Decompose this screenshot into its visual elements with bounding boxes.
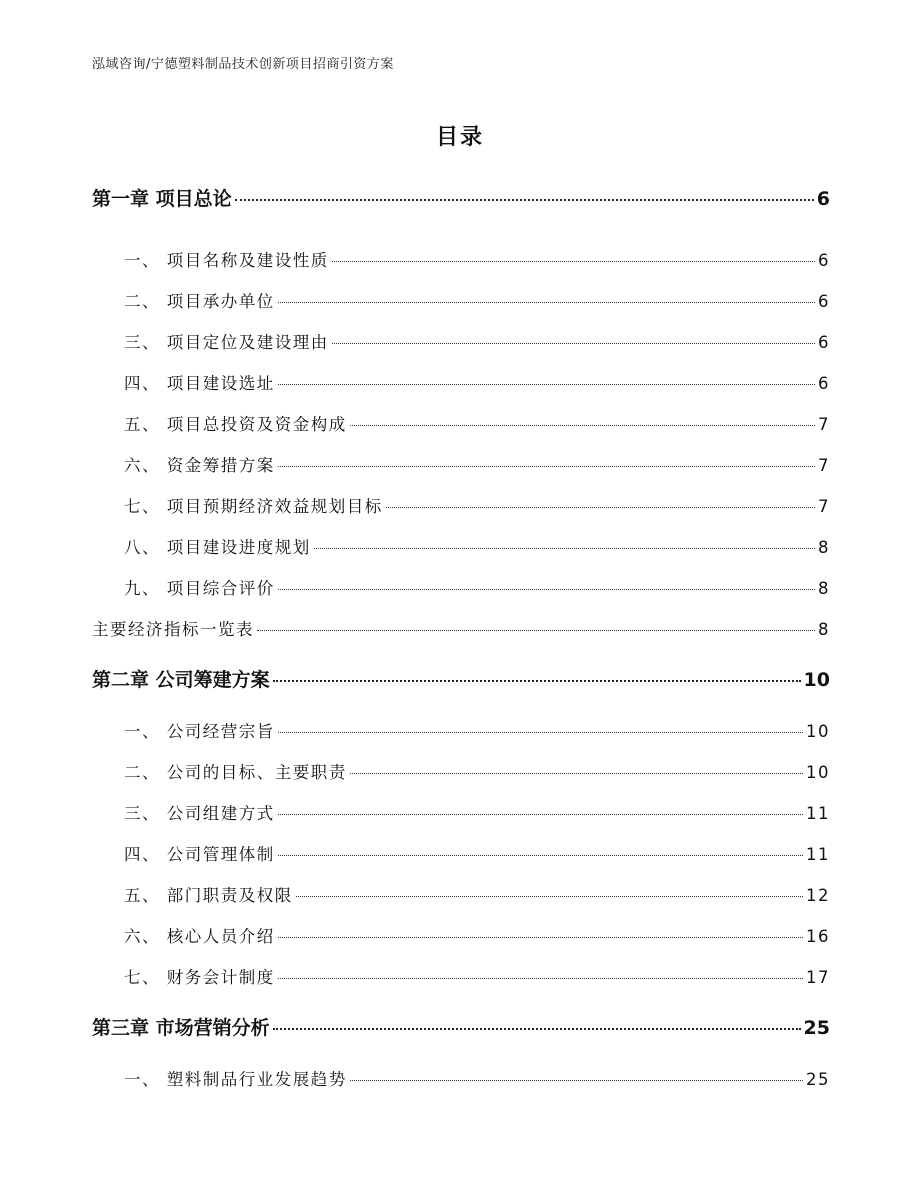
dot-leader	[278, 384, 815, 385]
toc-entry-page: 10	[806, 763, 830, 782]
dot-leader	[273, 1028, 801, 1030]
toc-chapter-entry[interactable]	[92, 1013, 830, 1039]
dot-leader	[386, 507, 815, 508]
toc-entry-label: 九、 项目综合评价	[124, 579, 275, 598]
dot-leader	[296, 896, 803, 897]
toc-section-entry[interactable]	[92, 718, 830, 740]
toc-entry-page: 7	[818, 456, 830, 475]
toc-entry-label: 二、 项目承办单位	[124, 292, 275, 311]
dot-leader	[332, 261, 815, 262]
dot-leader	[278, 466, 815, 467]
toc-entry-label: 四、 项目建设选址	[124, 374, 275, 393]
toc-entry-label: 三、 公司组建方式	[124, 804, 275, 823]
dot-leader	[350, 425, 815, 426]
toc-entry-label: 主要经济指标一览表	[92, 620, 254, 639]
toc-entry-label: 第一章 项目总论	[92, 188, 232, 210]
toc-entry-page: 10	[806, 722, 830, 741]
toc-entry-page: 6	[818, 292, 830, 311]
toc-entry-page: 25	[803, 1017, 830, 1039]
toc-section-entry[interactable]	[92, 616, 830, 638]
toc-entry-label: 一、 公司经营宗旨	[124, 722, 275, 741]
toc-entry-page: 8	[818, 538, 830, 557]
dot-leader	[273, 680, 801, 682]
toc-entry-page: 6	[816, 188, 830, 210]
toc-entry-page: 10	[803, 669, 830, 691]
toc-entry-label: 七、 财务会计制度	[124, 968, 275, 987]
toc-section-entry[interactable]	[92, 493, 830, 515]
dot-leader	[314, 548, 815, 549]
toc-entry-page: 8	[818, 579, 830, 598]
toc-entry-page: 17	[806, 968, 830, 987]
dot-leader	[278, 732, 803, 733]
toc-section-entry[interactable]	[92, 247, 830, 269]
toc-entry-label: 一、 项目名称及建设性质	[124, 251, 329, 270]
toc-entry-label: 一、 塑料制品行业发展趋势	[124, 1070, 347, 1089]
toc-section-entry[interactable]	[92, 1066, 830, 1088]
toc-entry-page: 6	[818, 374, 830, 393]
toc-section-entry[interactable]	[92, 575, 830, 597]
dot-leader	[278, 302, 815, 303]
toc-entry-label: 七、 项目预期经济效益规划目标	[124, 497, 383, 516]
toc-entry-page: 16	[806, 927, 830, 946]
toc-entry-label: 第二章 公司筹建方案	[92, 669, 270, 691]
dot-leader	[278, 589, 815, 590]
toc-section-entry[interactable]	[92, 800, 830, 822]
toc-entry-label: 四、 公司管理体制	[124, 845, 275, 864]
dot-leader	[350, 1080, 803, 1081]
dot-leader	[278, 978, 803, 979]
toc-entry-page: 6	[818, 251, 830, 270]
toc-entry-label: 三、 项目定位及建设理由	[124, 333, 329, 352]
toc-section-entry[interactable]	[92, 329, 830, 351]
page-title: 目录	[435, 125, 484, 150]
toc-entry-label: 六、 资金筹措方案	[124, 456, 275, 475]
toc-entry-label: 五、 部门职责及权限	[124, 886, 293, 905]
dot-leader	[235, 199, 814, 201]
toc-chapter-entry[interactable]	[92, 665, 830, 691]
toc-section-entry[interactable]	[92, 964, 830, 986]
toc-entry-page: 8	[818, 620, 830, 639]
toc-section-entry[interactable]	[92, 288, 830, 310]
toc-section-entry[interactable]	[92, 759, 830, 781]
toc-section-entry[interactable]	[92, 370, 830, 392]
dot-leader	[278, 937, 803, 938]
toc-entry-page: 11	[806, 845, 830, 864]
dot-leader	[350, 773, 803, 774]
toc-entry-label: 二、 公司的目标、主要职责	[124, 763, 347, 782]
toc-entry-label: 八、 项目建设进度规划	[124, 538, 311, 557]
toc-section-entry[interactable]	[92, 452, 830, 474]
toc-entry-label: 五、 项目总投资及资金构成	[124, 415, 347, 434]
toc-entry-page: 6	[818, 333, 830, 352]
toc-entry-page: 11	[806, 804, 830, 823]
toc-entry-page: 12	[806, 886, 830, 905]
toc-section-entry[interactable]	[92, 923, 830, 945]
toc-chapter-entry[interactable]	[92, 184, 830, 210]
toc-entry-label: 六、 核心人员介绍	[124, 927, 275, 946]
dot-leader	[332, 343, 815, 344]
toc-section-entry[interactable]	[92, 882, 830, 904]
toc-entry-page: 25	[806, 1070, 830, 1089]
running-header: 泓域咨询/宁德塑料制品技术创新项目招商引资方案	[92, 57, 394, 72]
toc-entry-label: 第三章 市场营销分析	[92, 1017, 270, 1039]
dot-leader	[278, 855, 803, 856]
toc-section-entry[interactable]	[92, 411, 830, 433]
toc-section-entry[interactable]	[92, 534, 830, 556]
dot-leader	[257, 630, 815, 631]
toc-entry-page: 7	[818, 415, 830, 434]
toc-section-entry[interactable]	[92, 841, 830, 863]
dot-leader	[278, 814, 803, 815]
toc-entry-page: 7	[818, 497, 830, 516]
